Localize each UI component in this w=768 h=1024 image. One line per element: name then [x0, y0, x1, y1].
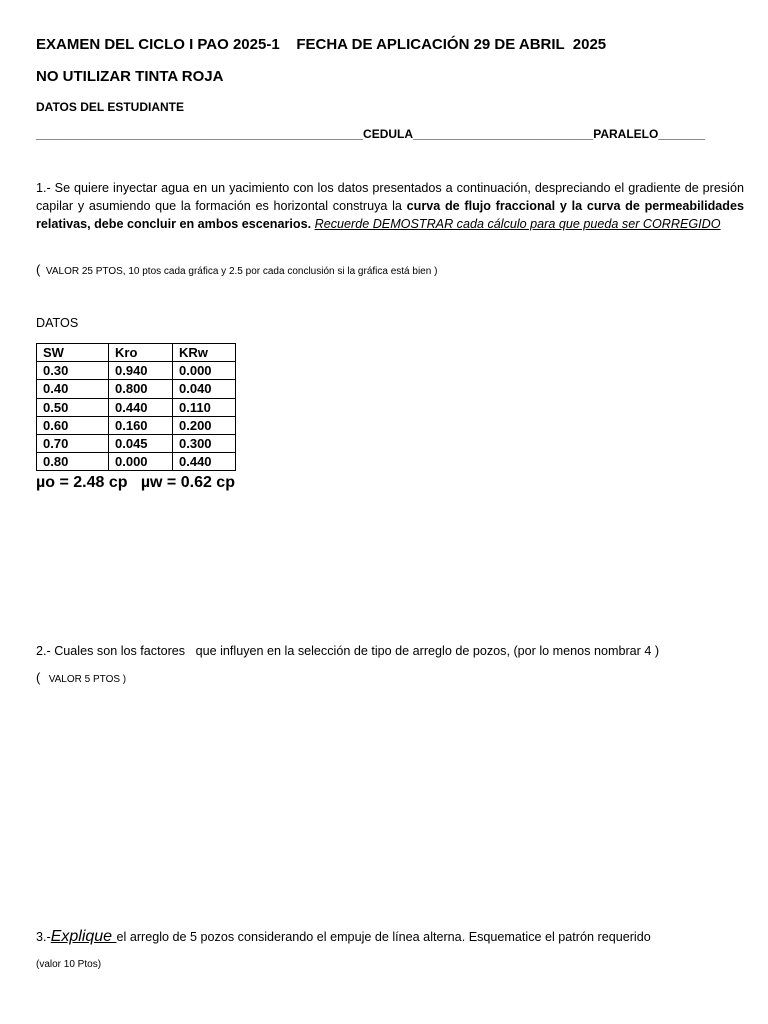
question-3-prefix: 3.-	[36, 930, 51, 944]
cedula-blank[interactable]: ___________________________	[413, 127, 594, 141]
table-cell: 0.30	[37, 362, 109, 380]
data-table	[36, 343, 236, 471]
paralelo-blank[interactable]: _______	[658, 127, 706, 141]
question-3-main: el arreglo de 5 pozos considerando el empuje de línea alterna. Esquematice el patrón requerido	[116, 930, 651, 944]
question-2-text	[36, 642, 659, 660]
question-2-value	[36, 670, 126, 685]
value-open-paren: (	[36, 670, 41, 685]
table-row	[37, 416, 236, 434]
red-ink-warning: NO UTILIZAR TINTA ROJA	[36, 68, 224, 85]
table-cell: 0.70	[37, 434, 109, 452]
table-cell: 0.60	[37, 416, 109, 434]
paralelo-label: PARALELO	[593, 127, 659, 141]
table-row	[37, 380, 236, 398]
question-1-value	[36, 262, 437, 277]
question-3-value-note: (valor 10 Ptos)	[36, 959, 102, 970]
question-1-italic-note: Recuerde DEMOSTRAR cada cálculo para que pueda ser CORREGIDO	[314, 217, 721, 231]
question-1-value-note: VALOR 25 PTOS, 10 ptos cada gráfica y 2.5 por cada conclusión si la gráfica está bien )	[45, 266, 438, 277]
table-cell: 0.000	[109, 453, 173, 471]
table-cell: 0.50	[37, 398, 109, 416]
question-1-intro: 1.- Se quiere inyectar agua en un yacimiento con los datos presentados a continuación, despreciando el gradiente de presión capilar y asumiendo que la formación es horizontal construya la	[36, 181, 744, 213]
value-open-paren: (	[36, 262, 41, 277]
student-data-heading: DATOS DEL ESTUDIANTE	[36, 100, 185, 114]
table-header-kro: Kro	[109, 344, 173, 362]
table-header-krw: KRw	[173, 344, 236, 362]
table-header-sw: SW	[37, 344, 109, 362]
table-row	[37, 434, 236, 452]
table-cell: 0.200	[173, 416, 236, 434]
question-1-text	[36, 179, 744, 233]
question-1-bold: curva de flujo fraccional y la curva de permeabilidades relativas, debe concluir en ambos escenarios.	[36, 199, 744, 231]
question-2-italic: , (por lo menos nombrar 4 )	[506, 644, 660, 658]
question-2-value-note: VALOR 5 PTOS )	[48, 674, 127, 685]
table-cell: 0.940	[109, 362, 173, 380]
table-row	[37, 453, 236, 471]
table-row	[37, 362, 236, 380]
viscosity-values: µo = 2.48 cp µw = 0.62 cp	[36, 474, 235, 491]
table-header-row	[37, 344, 236, 362]
table-cell: 0.045	[109, 434, 173, 452]
table-cell: 0.440	[109, 398, 173, 416]
table-cell: 0.040	[173, 380, 236, 398]
table-cell: 0.300	[173, 434, 236, 452]
table-cell: 0.80	[37, 453, 109, 471]
question-3-text	[36, 928, 651, 946]
table-cell: 0.110	[173, 398, 236, 416]
data-label: DATOS	[36, 316, 79, 330]
cedula-label: CEDULA	[363, 127, 414, 141]
table-cell: 0.000	[173, 362, 236, 380]
question-2-main: 2.- Cuales son los factores que influyen en la selección de tipo de arreglo de pozos	[36, 644, 507, 658]
question-3-explique: Explique	[50, 928, 117, 945]
exam-title: EXAMEN DEL CICLO I PAO 2025-1 FECHA DE APLICACIÓN 29 DE ABRIL 2025	[36, 36, 607, 53]
table-cell: 0.160	[109, 416, 173, 434]
table-row	[37, 398, 236, 416]
name-blank[interactable]: _________________________________________________	[36, 127, 364, 141]
table-cell: 0.440	[173, 453, 236, 471]
student-fields-line	[36, 127, 705, 141]
table-cell: 0.800	[109, 380, 173, 398]
table-cell: 0.40	[37, 380, 109, 398]
